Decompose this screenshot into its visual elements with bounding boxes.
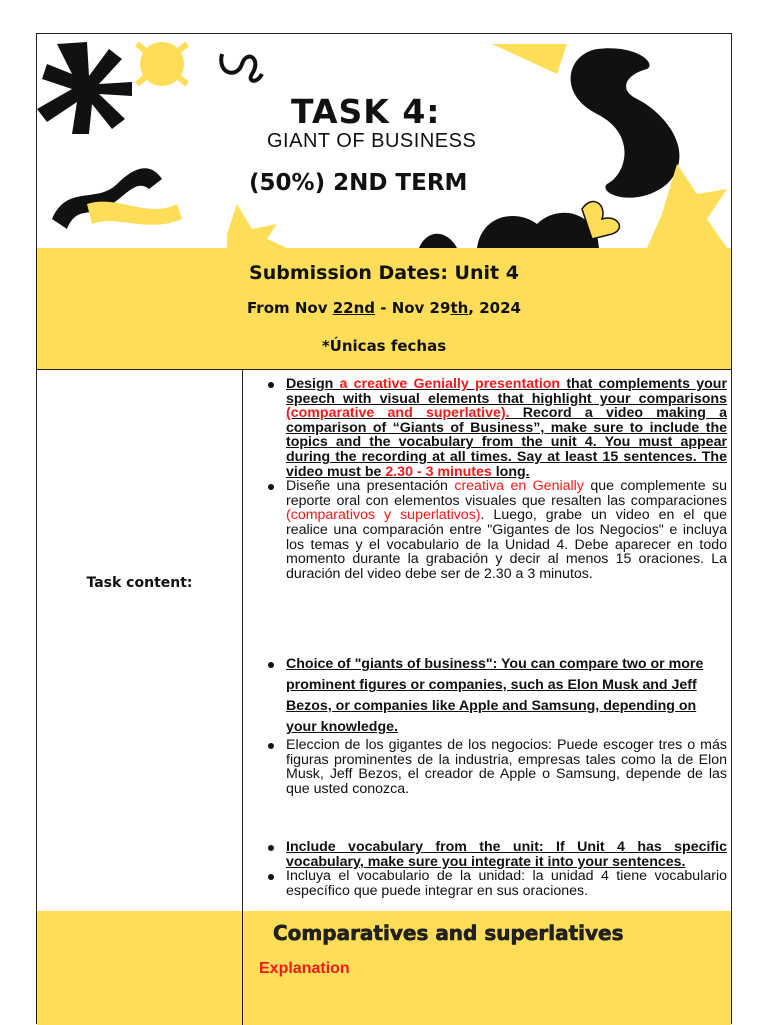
range-from: From Nov (247, 299, 328, 317)
list-item: Choice of "giants of business": You can compare two or more prominent figures or companies, such as Elon Musk and Jeff Bezos, or companies like Apple and Samsung, depending on your knowledge. (263, 654, 727, 738)
submission-dates-section (37, 248, 731, 370)
task-content-label-cell (37, 369, 243, 911)
list-item: Incluya el vocabulario de la unidad: la unidad 4 tiene vocabulario específico que puede integrar en sus oraciones. (263, 869, 727, 898)
title-banner (37, 34, 731, 249)
submission-range (37, 299, 731, 317)
list-item: Eleccion de los gigantes de los negocios: Puede escoger tres o más figuras prominentes de la industria, empresas tales como la de Elon Musk, Jeff Bezos, el creador de Apple o Samsung, depende de las que usted conozca. (263, 738, 727, 796)
grammar-title: Comparatives and superlatives (273, 921, 624, 945)
document-page (36, 33, 732, 1024)
explanation-heading: Explanation (259, 960, 350, 977)
bullet-list-design (263, 377, 727, 581)
range-end: , 2024 (468, 299, 521, 317)
grammar-label-cell (37, 911, 243, 1025)
task-content-row (37, 369, 731, 912)
range-th: th (450, 299, 469, 317)
task-content-label: Task content: (86, 575, 193, 591)
range-mid: - Nov 29 (375, 299, 451, 317)
submission-heading: Submission Dates: Unit 4 (249, 262, 519, 284)
list-item: Diseñe una presentación creativa en Genially que complemente su reporte oral con elementos visuales que resalten las comparaciones (comparativos y superlativos). Luego, grabe un video en el que realice una comparación entre "Gigantes de los Negocios" e incluya los temas y el vocabulario de la Unidad 4. Debe aparecer en todo momento durante la grabación y decir al menos 15 oraciones. La duración del video debe ser de 2.30 a 3 minutos. (263, 479, 727, 581)
bullet-list-choice (263, 654, 727, 796)
task-title: TASK 4: (291, 92, 441, 131)
term-label: (50%) 2ND TERM (249, 170, 468, 196)
bullet-list-vocabulary (263, 840, 727, 898)
list-item: Design a creative Genially presentation that complements your speech with visual elements that highlight your comparisons (comparative and superlative). Record a video making a comparison of “Giants of Business”, make sure to include the topics and the vocabulary from the unit 4. You must appear during the recording at all times. Say at least 15 sentences. The video must be 2.30 - 3 minutes long. (263, 377, 727, 479)
submission-note: *Únicas fechas (321, 337, 447, 355)
range-day1: 22nd (332, 299, 376, 317)
list-item: Include vocabulary from the unit: If Unit 4 has specific vocabulary, make sure you integrate it into your sentences. (263, 840, 727, 869)
task-content-cell (243, 369, 731, 911)
task-subtitle: GIANT OF BUSINESS (267, 130, 477, 152)
grammar-section (37, 911, 731, 1025)
